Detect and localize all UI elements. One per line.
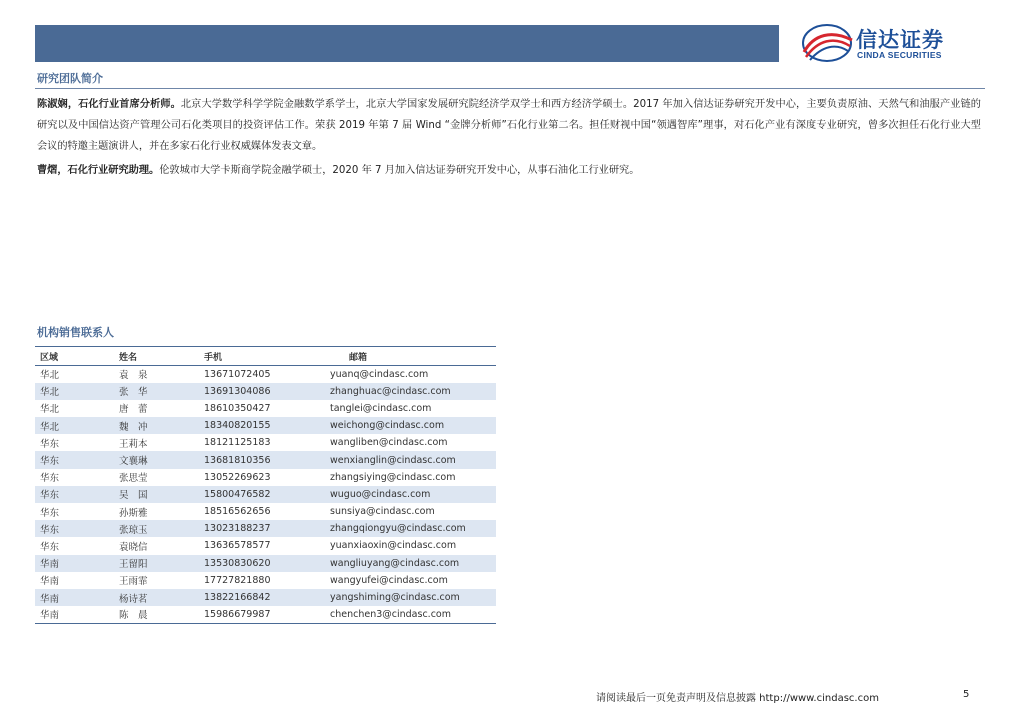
brand-name-cn: 信达证券 [856,28,944,52]
name-cell: 张思莹 [119,473,148,485]
region-cell: 华东 [40,438,60,450]
table-row [35,400,496,417]
phone-cell: 13052269623 [204,471,271,483]
cinda-swoosh-icon [800,22,856,64]
table-row [35,469,496,486]
phone-cell: 15986679987 [199,606,325,623]
phone-cell: 13822166842 [199,589,325,606]
phone-cell: 18610350427 [204,402,271,414]
team-section-divider [35,88,985,89]
email-cell: sunsiya@cindasc.com [330,506,435,518]
name-cell: 陈 晨 [95,606,199,623]
email-cell: wuguo@cindasc.com [325,486,496,503]
table-row [35,451,496,468]
table-header-row [35,347,496,366]
region-cell: 华南 [35,555,95,572]
team-section-title: 研究团队简介 [37,72,103,85]
region-cell: 华南 [35,606,95,623]
name-cell: 文襄琳 [95,451,199,468]
name-cell: 王雨霏 [119,576,148,588]
table-row [35,417,496,434]
email-cell: zhanghuac@cindasc.com [325,383,496,400]
phone-cell: 13530830620 [199,555,325,572]
table-row [35,606,496,623]
phone-cell: 18340820155 [199,417,325,434]
region-cell: 华北 [40,370,60,382]
table-row [35,366,496,383]
page-number: 5 [963,689,970,700]
name-cell: 王留阳 [95,555,199,572]
region-cell: 华东 [35,451,95,468]
assistant-bio [37,160,981,181]
column-header-region: 区域 [35,347,95,366]
analyst-bio-text: 北京大学数学科学学院金融数学系学士，北京大学国家发展研究院经济学双学士和西方经济学硕士。2017 年加入信达证券研究开发中心，主要负责原油、天然气和油服产业链的研究以及中国信达资产管理公司石化类项目的投资评估工作。荣获 2019 年第 7 届 Wind “金牌分析师”石化行业第二名。担任财视中国“领遇智库”理事，对石化产业有深度专业研究，曾多次担任石化行业大型会议的特邀主题演讲人，并在多家石化行业权威媒体发表文章。 [37,99,981,152]
table-row [35,383,496,400]
column-header-phone: 手机 [199,347,325,366]
name-cell: 袁晓信 [119,541,148,553]
table-row [35,503,496,520]
analyst-name-role: 陈淑娴，石化行业首席分析师。 [37,99,181,110]
phone-cell: 13681810356 [199,451,325,468]
table-row [35,520,496,537]
table-row [35,486,496,503]
phone-cell: 17727821880 [204,574,271,586]
name-cell: 袁 泉 [119,370,148,382]
email-cell: wangyufei@cindasc.com [330,574,448,586]
name-cell: 杨诗茗 [95,589,199,606]
assistant-bio-text: 伦敦城市大学卡斯商学院金融学硕士，2020 年 7 月加入信达证券研究开发中心，从事石油化工行业研究。 [159,165,640,176]
table-row [35,589,496,606]
column-header-name: 姓名 [95,347,199,366]
region-cell: 华东 [40,473,60,485]
name-cell: 唐 蕾 [119,404,148,416]
table-row [35,555,496,572]
table-row [35,537,496,554]
assistant-name-role: 曹熠，石化行业研究助理。 [37,165,160,176]
region-cell: 华北 [35,417,95,434]
email-cell: zhangsiying@cindasc.com [330,471,456,483]
phone-cell: 18121125183 [204,437,271,449]
email-cell: yuanq@cindasc.com [330,368,429,380]
region-cell: 华东 [40,507,60,519]
name-cell: 王莉本 [119,438,148,450]
table-row [35,572,496,589]
header-bar [35,25,779,62]
phone-cell: 13023188237 [199,520,325,537]
name-cell: 吴 国 [95,486,199,503]
brand-name-en: CINDA SECURITIES [857,50,942,60]
sales-contacts-table [35,346,496,624]
name-cell: 魏 冲 [95,417,199,434]
region-cell: 华东 [40,541,60,553]
email-cell: zhangqiongyu@cindasc.com [325,520,496,537]
column-header-email: 邮箱 [325,347,496,366]
region-cell: 华南 [35,589,95,606]
email-cell: chenchen3@cindasc.com [325,606,496,623]
analyst-bio [37,94,981,157]
region-cell: 华北 [35,383,95,400]
cinda-logo [800,22,980,64]
phone-cell: 13691304086 [199,383,325,400]
email-cell: wangliuyang@cindasc.com [325,555,496,572]
name-cell: 张琼玉 [95,520,199,537]
phone-cell: 13671072405 [204,368,271,380]
email-cell: weichong@cindasc.com [325,417,496,434]
name-cell: 孙斯雅 [119,507,148,519]
email-cell: yangshiming@cindasc.com [325,589,496,606]
email-cell: tanglei@cindasc.com [330,402,432,414]
region-cell: 华东 [35,520,95,537]
region-cell: 华东 [35,486,95,503]
phone-cell: 13636578577 [204,540,271,552]
phone-cell: 18516562656 [204,506,271,518]
table-row [35,434,496,451]
email-cell: wangliben@cindasc.com [330,437,448,449]
region-cell: 华北 [40,404,60,416]
email-cell: wenxianglin@cindasc.com [325,451,496,468]
phone-cell: 15800476582 [199,486,325,503]
email-cell: yuanxiaoxin@cindasc.com [330,540,457,552]
sales-section-title: 机构销售联系人 [37,326,114,339]
region-cell: 华南 [40,576,60,588]
name-cell: 张 华 [95,383,199,400]
footer-disclaimer: 请阅读最后一页免责声明及信息披露 http://www.cindasc.com [596,693,879,704]
